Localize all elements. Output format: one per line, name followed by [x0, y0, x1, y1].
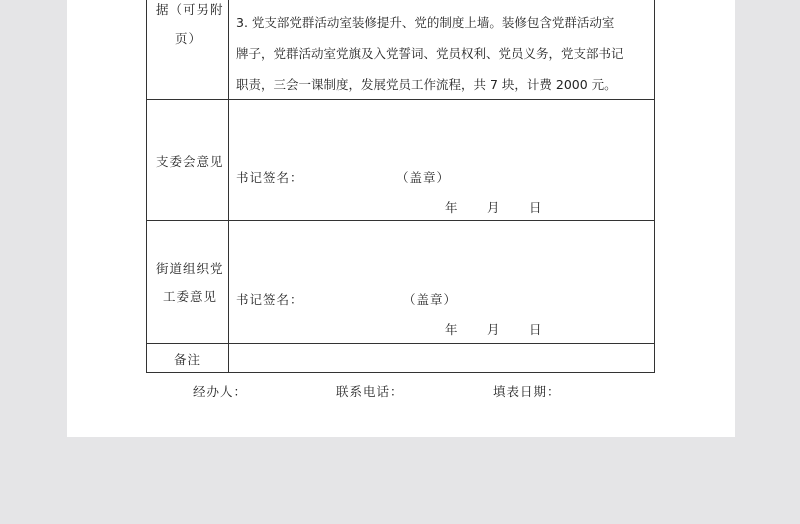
table-border-bottom — [146, 372, 655, 373]
seal-label: （盖章） — [403, 292, 458, 307]
street-committee-label-line1: 街道组织党 — [156, 261, 224, 276]
remarks-label: 备注 — [174, 352, 202, 367]
signature-label: 书记签名： — [236, 292, 304, 307]
date-day: 日 — [529, 200, 543, 215]
handler-label: 经办人： — [193, 384, 248, 399]
date-year: 年 — [445, 322, 459, 337]
branch-committee-label: 支委会意见 — [156, 154, 224, 169]
phone-label: 联系电话： — [336, 384, 404, 399]
signature-label: 书记签名： — [236, 170, 304, 185]
table-column-divider — [228, 0, 229, 373]
date-day: 日 — [529, 322, 543, 337]
date-month: 月 — [487, 200, 501, 215]
seal-label: （盖章） — [396, 170, 451, 185]
basis-label-line2: 页） — [175, 31, 203, 46]
row-divider-3 — [146, 343, 655, 344]
basis-label-line1: 据（可另附 — [156, 2, 224, 17]
approval-table — [146, 0, 655, 373]
date-year: 年 — [445, 200, 459, 215]
table-border-left — [146, 0, 147, 373]
basis-content-line: 职责，三会一课制度，发展党员工作流程，共 7 块，计费 2000 元。 — [236, 77, 617, 92]
street-committee-label-line2: 工委意见 — [163, 289, 218, 304]
basis-content-line: 3. 党支部党群活动室装修提升、党的制度上墙。装修包含党群活动室 — [236, 15, 615, 30]
date-month: 月 — [487, 322, 501, 337]
fill-date-label: 填表日期： — [493, 384, 561, 399]
basis-content-line: 牌子，党群活动室党旗及入党誓词、党员权利、党员义务，党支部书记 — [236, 46, 624, 61]
row-divider-2 — [146, 220, 655, 221]
table-border-right — [654, 0, 655, 373]
